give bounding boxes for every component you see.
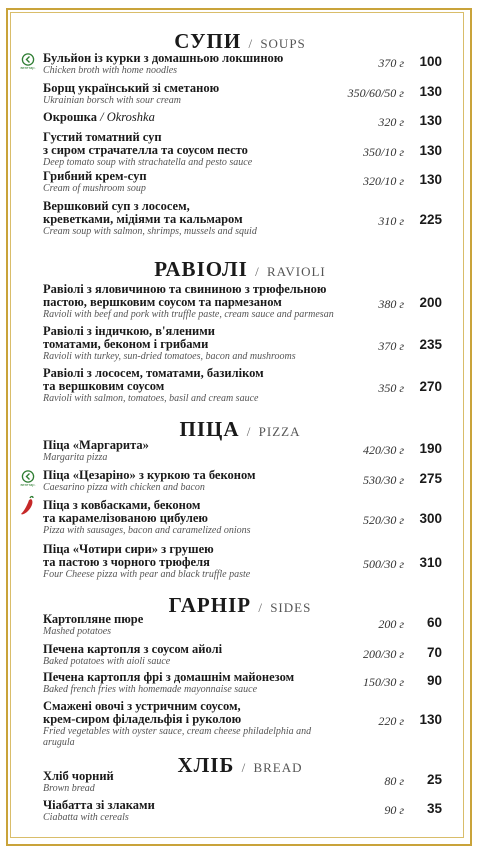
item-name-en: Cream of mushroom soup: [43, 183, 146, 194]
item-name-en: Ravioli with turkey, sun-dried tomatoes, bacon and mushrooms: [43, 351, 296, 362]
item-weight: 370 г: [378, 56, 404, 70]
item-name-ua: [43, 770, 343, 783]
item-name-ua: [43, 499, 343, 525]
item-name-ua-text: Піца з ковбасками, беконом та карамелізованою цибулею: [43, 498, 208, 525]
item-names: [43, 643, 343, 667]
item-name-en: Pizza with sausages, bacon and caramelized onions: [43, 525, 251, 536]
menu-section-ravioli: [0, 256, 480, 282]
item-name-inline-en: / Okroshka: [96, 110, 155, 124]
item-name-ua: [43, 52, 343, 65]
section-title-ua: ХЛІБ: [177, 753, 235, 777]
item-name-en: Brown bread: [43, 783, 95, 794]
item-name-ua-text: Піца «Маргарита»: [43, 438, 149, 452]
section-title-en: PIZZA: [258, 424, 301, 439]
item-price: 100: [419, 54, 442, 69]
vegetarian-badge-icon: [19, 53, 37, 71]
item-price: 275: [419, 471, 442, 486]
item-name-ua-text: Смажені овочі з устричним соусом, крем-сиром філадельфія і руколою: [43, 699, 242, 726]
item-names: [43, 131, 343, 168]
item-name-ua: [43, 325, 343, 351]
item-weight: 200/30 г: [362, 647, 404, 661]
item-names: [43, 111, 343, 124]
item-names: [43, 367, 343, 404]
section-title-ua: СУПИ: [174, 29, 242, 53]
item-name-en: Baked french fries with homemade mayonnaise sauce: [43, 684, 258, 695]
item-name-ua: [43, 543, 343, 569]
vegetarian-badge-label: вегетар.: [20, 65, 36, 70]
item-name-ua-text: Картопляне пюре: [43, 612, 144, 626]
item-weight: 350/10 г: [362, 145, 404, 159]
item-name-ua-text: Равіолі з яловичиною та свининою з трюфельною пастою, вершковим соусом та пармезаном: [43, 282, 327, 309]
vegetarian-badge-label: вегетар.: [20, 482, 36, 487]
section-title-en: SIDES: [270, 600, 312, 615]
item-names: [43, 439, 343, 463]
item-weight: 200 г: [378, 617, 404, 631]
item-price: 130: [419, 143, 442, 158]
item-name-en: Baked potatoes with aioli sauce: [43, 656, 171, 667]
item-weight: 310 г: [378, 214, 404, 228]
item-name-ua: [43, 283, 343, 309]
item-name-ua-text: Піца «Цезаріно» з куркою та беконом: [43, 468, 256, 482]
item-price: 60: [426, 615, 442, 630]
item-price: 310: [419, 555, 442, 570]
item-weight: 220 г: [378, 714, 404, 728]
title-separator: /: [242, 424, 256, 439]
item-name-en: Margarita pizza: [43, 452, 108, 463]
item-name-ua: [43, 469, 343, 482]
item-names: [43, 170, 343, 194]
item-price: 130: [419, 172, 442, 187]
item-price: 300: [419, 511, 442, 526]
item-names: [43, 770, 343, 794]
item-name-ua: [43, 111, 343, 124]
section-title-ua: РАВІОЛІ: [154, 257, 248, 281]
item-name-ua-text: Чіабатта зі злаками: [43, 798, 155, 812]
title-separator: /: [250, 264, 264, 279]
item-names: [43, 799, 343, 823]
item-name-ua: [43, 170, 343, 183]
item-name-ua-text: Равіолі з індичкою, в'яленими томатами, беконом і грибами: [43, 324, 215, 351]
item-price: 130: [419, 84, 442, 99]
section-title-en: SOUPS: [260, 36, 306, 51]
chili-pepper-icon: [19, 495, 37, 513]
item-names: [43, 200, 343, 237]
item-name-en: Ciabatta with cereals: [43, 812, 129, 823]
item-name-en: Caesarino pizza with chicken and bacon: [43, 482, 205, 493]
item-name-ua: [43, 367, 343, 393]
item-name-ua-text: Борщ український зі сметаною: [43, 81, 220, 95]
item-price: 90: [426, 673, 442, 688]
item-price: 225: [419, 212, 442, 227]
item-price: 130: [419, 113, 442, 128]
item-weight: 320/10 г: [362, 174, 404, 188]
title-separator: /: [244, 36, 258, 51]
item-name-ua: [43, 700, 343, 726]
item-name-en: Mashed potatoes: [43, 626, 112, 637]
item-weight: 80 г: [384, 774, 404, 788]
item-price: 35: [426, 801, 442, 816]
item-names: [43, 469, 343, 493]
section-title-ua: ПІЦА: [179, 417, 240, 441]
item-name-en: Deep tomato soup with strachatella and pesto sauce: [43, 157, 253, 168]
item-name-ua: [43, 131, 343, 157]
item-price: 70: [426, 645, 442, 660]
section-title-en: RAVIOLI: [266, 264, 326, 279]
item-price: 190: [419, 441, 442, 456]
item-weight: 150/30 г: [362, 675, 404, 689]
item-name-en: Cream soup with salmon, shrimps, mussels and squid: [43, 226, 257, 237]
item-price: 25: [426, 772, 442, 787]
item-names: [43, 671, 343, 695]
item-weight: 90 г: [384, 803, 404, 817]
item-name-ua-text: Окрошка: [43, 110, 97, 124]
item-name-ua: [43, 439, 343, 452]
item-names: [43, 700, 343, 748]
item-weight: 420/30 г: [362, 443, 404, 457]
item-weight: 520/30 г: [362, 513, 404, 527]
item-names: [43, 325, 343, 362]
item-name-en: Four Cheese pizza with pear and black truffle paste: [43, 569, 251, 580]
item-weight: 530/30 г: [362, 473, 404, 487]
item-name-ua-text: Печена картопля з соусом айолі: [43, 642, 223, 656]
item-name-ua-text: Хліб чорний: [43, 769, 114, 783]
item-name-ua-text: Печена картопля фрі з домашнім майонезом: [43, 670, 295, 684]
item-name-ua: [43, 82, 343, 95]
item-weight: 500/30 г: [362, 557, 404, 571]
item-names: [43, 499, 343, 536]
item-weight: 370 г: [378, 339, 404, 353]
item-name-ua-text: Вершковий суп з лососем, креветками, мідіями та кальмаром: [43, 199, 243, 226]
item-price: 235: [419, 337, 442, 352]
item-price: 200: [419, 295, 442, 310]
item-weight: 380 г: [378, 297, 404, 311]
section-title-en: BREAD: [253, 760, 303, 775]
item-weight: 350/60/50 г: [347, 86, 404, 100]
item-name-ua: [43, 613, 343, 626]
vegetarian-badge-icon: [19, 470, 37, 488]
item-name-ua-text: Бульйон із курки з домашньою локшиною: [43, 51, 284, 65]
item-name-ua: [43, 671, 343, 684]
item-names: [43, 283, 343, 320]
item-price: 270: [419, 379, 442, 394]
item-price: 130: [419, 712, 442, 727]
item-name-ua-text: Грибний крем-суп: [43, 169, 147, 183]
title-separator: /: [254, 600, 268, 615]
item-name-en: Chicken broth with home noodles: [43, 65, 178, 76]
section-title-ua: ГАРНІР: [168, 593, 252, 617]
item-name-ua-text: Піца «Чотири сири» з грушею та пастою з чорного трюфеля: [43, 542, 214, 569]
item-name-ua: [43, 200, 343, 226]
item-names: [43, 82, 343, 106]
item-name-ua: [43, 799, 343, 812]
item-weight: 320 г: [378, 115, 404, 129]
item-name-ua-text: Густий томатний суп з сиром страчателла та соусом песто: [43, 130, 248, 157]
item-name-ua-text: Равіолі з лососем, томатами, базиліком та вершковим соусом: [43, 366, 264, 393]
item-names: [43, 52, 343, 76]
item-name-en: Fried vegetables with oyster sauce, cream cheese philadelphia and arugula: [43, 726, 312, 748]
item-name-en: Ravioli with beef and pork with truffle paste, cream sauce and parmesan: [43, 309, 334, 320]
item-names: [43, 613, 343, 637]
item-weight: 350 г: [378, 381, 404, 395]
title-separator: /: [237, 760, 251, 775]
item-name-en: Ravioli with salmon, tomatoes, basil and cream sauce: [43, 393, 259, 404]
item-name-ua: [43, 643, 343, 656]
item-names: [43, 543, 343, 580]
item-name-inline-en-text: Okroshka: [106, 110, 155, 124]
section-title: [0, 256, 480, 282]
item-name-en: Ukrainian borsch with sour cream: [43, 95, 181, 106]
